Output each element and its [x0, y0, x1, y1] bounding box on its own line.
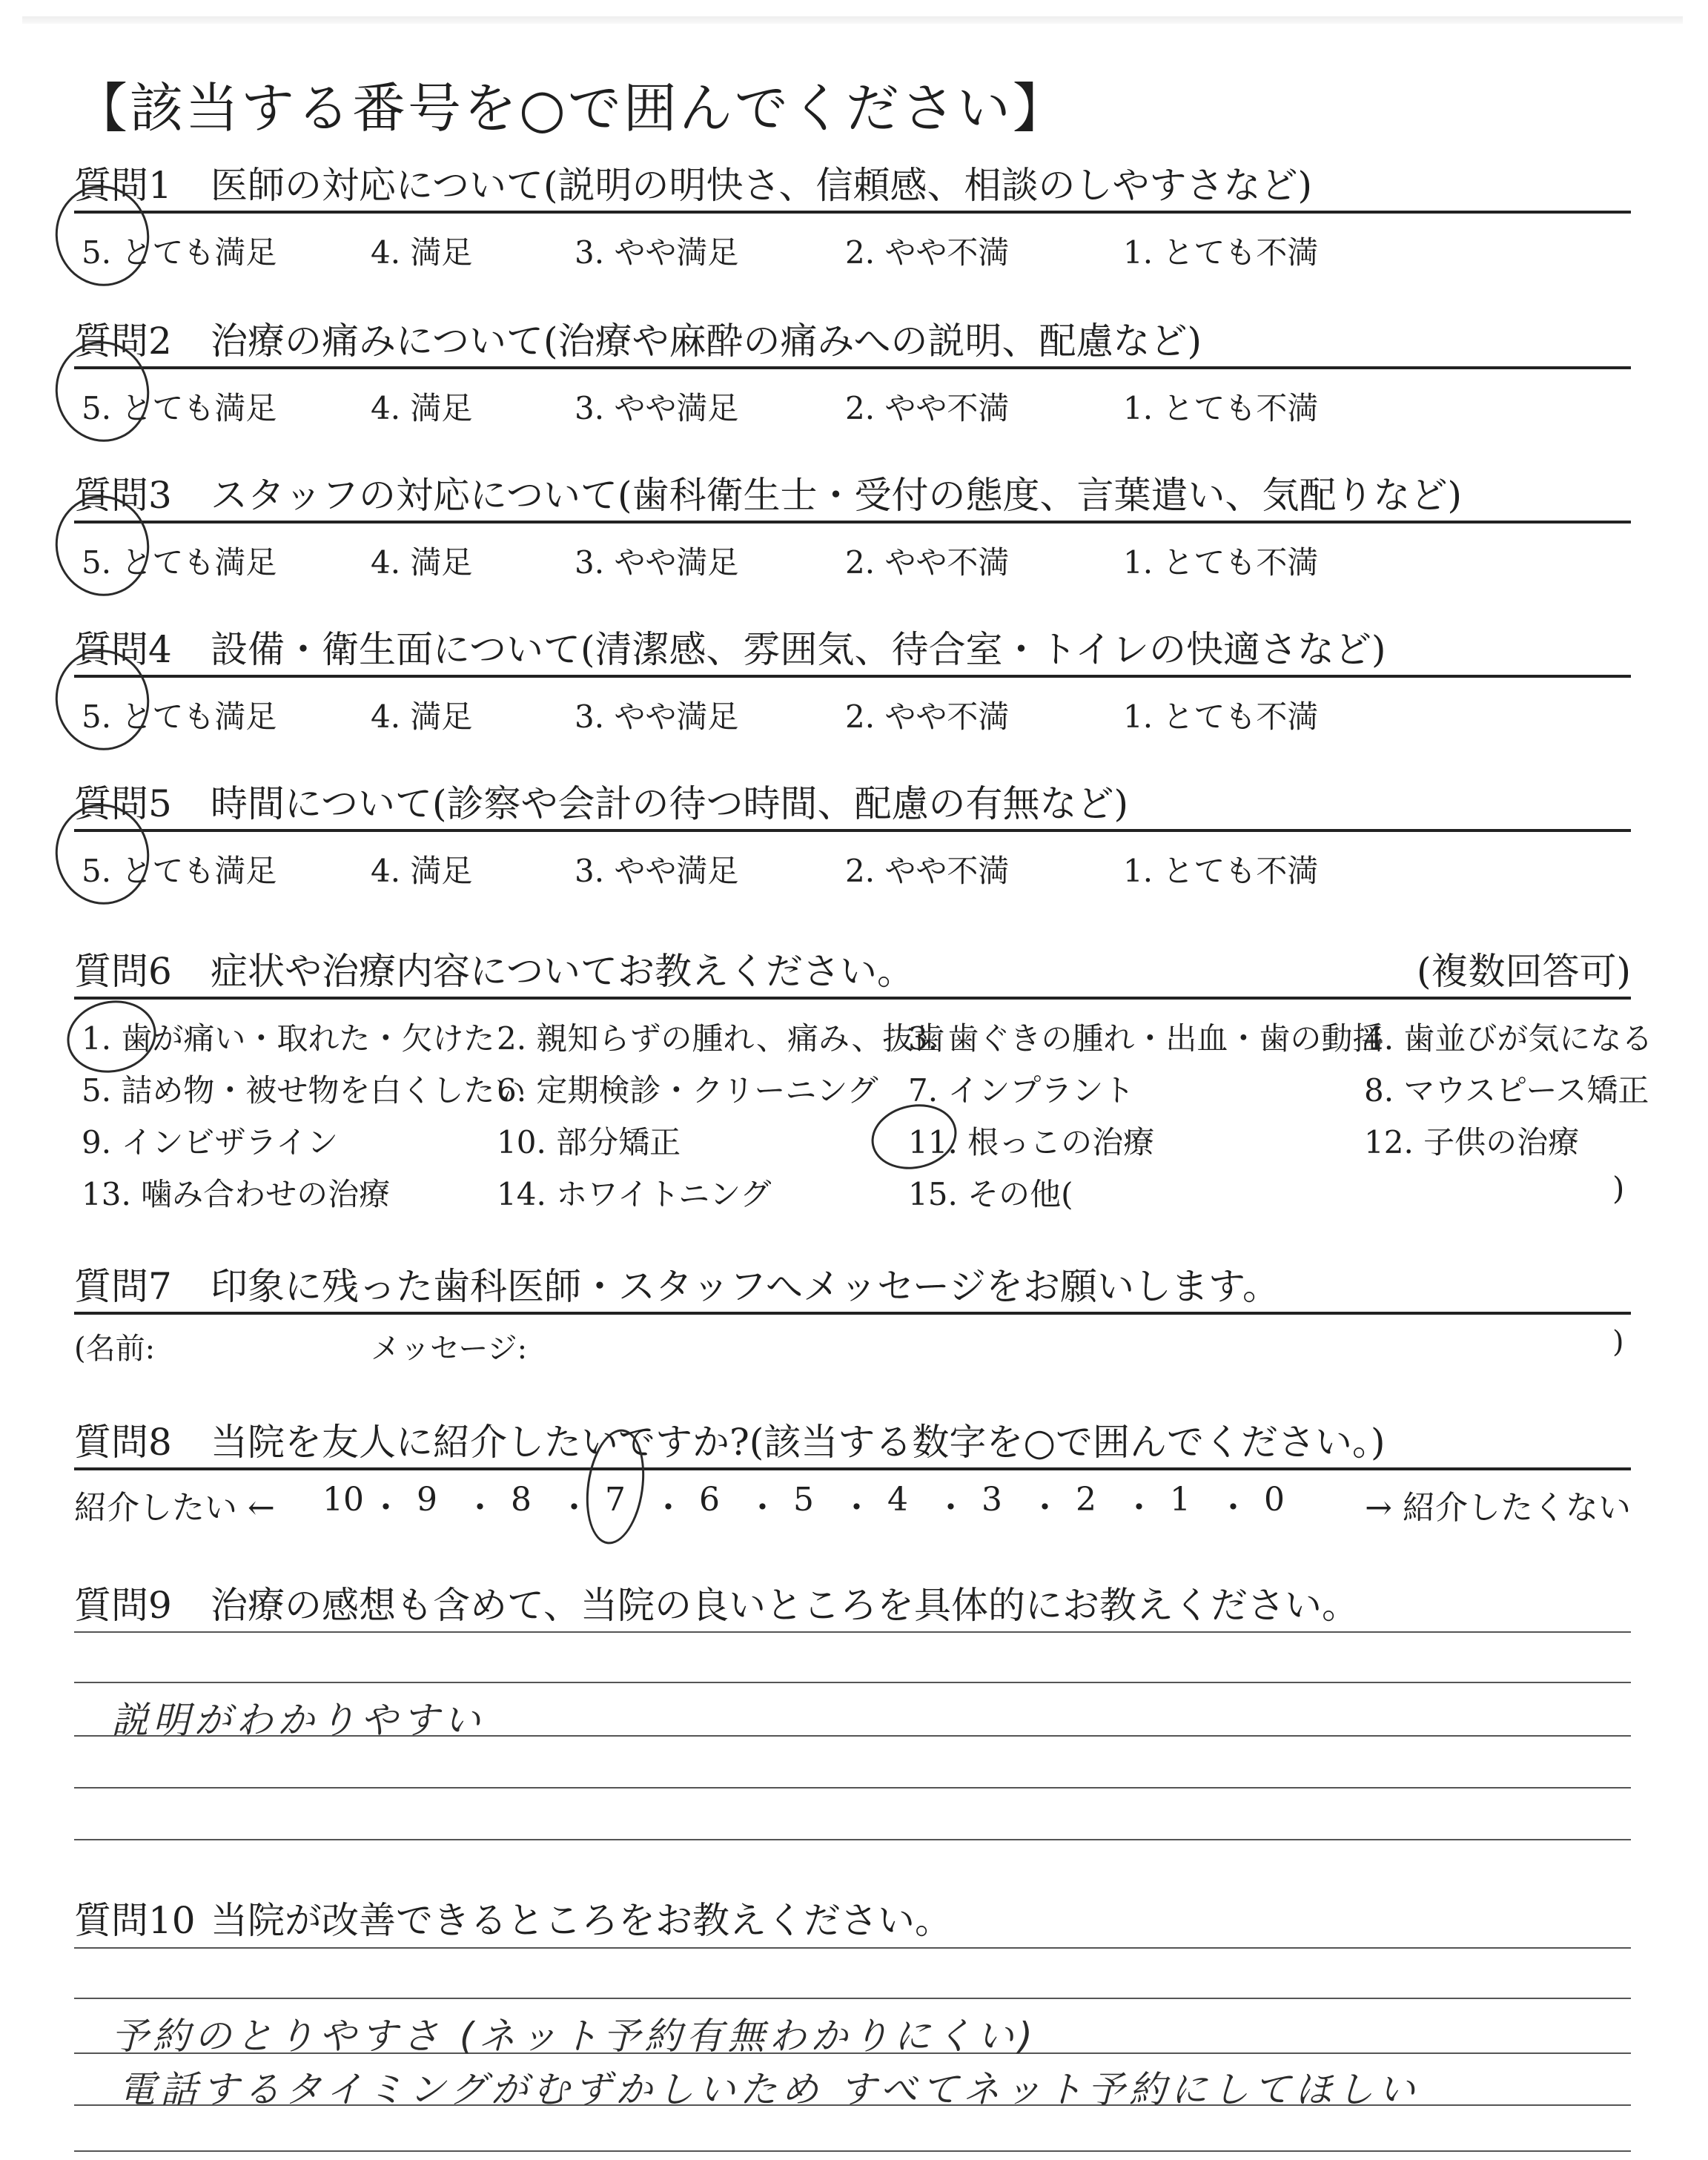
question-6-rule: [74, 997, 1631, 1000]
question-7-number: 質問7: [74, 1265, 172, 1308]
q1-option-4[interactable]: 4. 満足: [371, 234, 473, 271]
recommend-right-label: → 紹介したくない: [1365, 1489, 1631, 1527]
question-3-number: 質問3: [74, 474, 172, 517]
q9-writing-line: [74, 1787, 1631, 1789]
q6-option-10[interactable]: 10. 部分矯正: [497, 1124, 681, 1160]
q4-option-3[interactable]: 3. やや満足: [575, 698, 739, 735]
q6-option-15[interactable]: 15. その他(: [908, 1176, 1073, 1212]
q2-option-2[interactable]: 2. やや不満: [845, 390, 1010, 426]
question-9: [74, 1576, 1631, 1650]
q6-option-11[interactable]: 11. 根っこの治療: [908, 1124, 1155, 1160]
q1-option-3[interactable]: 3. やや満足: [575, 234, 739, 271]
q4-option-1[interactable]: 1. とても不満: [1123, 698, 1319, 735]
q3-option-5[interactable]: 5. とても満足: [82, 544, 277, 581]
q5-option-5[interactable]: 5. とても満足: [82, 853, 277, 889]
question-2-rule: [74, 366, 1631, 369]
q10-writing-line: [74, 1947, 1631, 1949]
q4-option-5[interactable]: 5. とても満足: [82, 698, 277, 735]
question-3: [74, 466, 1631, 614]
scale-separator: ・: [1028, 1489, 1062, 1527]
question-8: [74, 1413, 1631, 1531]
q6-option-14[interactable]: 14. ホワイトニング: [497, 1176, 772, 1212]
q4-option-4[interactable]: 4. 満足: [371, 698, 473, 735]
question-10-number: 質問10: [74, 1899, 196, 1942]
q6-option-1[interactable]: 1. 歯が痛い・取れた・欠けた: [82, 1020, 495, 1057]
multiple-answer-note: (複数回答可): [1416, 950, 1631, 993]
message-close-paren: ): [1612, 1325, 1624, 1359]
recommend-scale: [74, 1481, 1631, 1525]
question-7-text: 印象に残った歯科医師・スタッフへメッセージをお願いします。: [211, 1265, 1280, 1308]
scale-value-2[interactable]: 2: [1076, 1481, 1096, 1519]
question-7-rule: [74, 1312, 1631, 1315]
q10-writing-line: [74, 2150, 1631, 2152]
question-8-title: [74, 1413, 1385, 1466]
q5-option-3[interactable]: 3. やや満足: [575, 853, 739, 889]
question-5-rule: [74, 829, 1631, 832]
question-7-title: [74, 1257, 1280, 1310]
question-2-title: [74, 311, 1202, 365]
q4-option-2[interactable]: 2. やや不満: [845, 698, 1010, 735]
question-5-text: 時間について(診察や会計の待つ時間、配慮の有無など): [211, 782, 1129, 825]
question-8-rule: [74, 1467, 1631, 1470]
q6-option-6[interactable]: 6. 定期検診・クリーニング: [497, 1072, 878, 1109]
question-5-number: 質問5: [74, 782, 172, 825]
q5-option-1[interactable]: 1. とても不満: [1123, 853, 1319, 889]
question-5-title: [74, 774, 1128, 828]
q10-handwritten-answer-line-1: 予約のとりやすさ (ネット予約有無わかりにくい): [111, 2015, 1037, 2058]
q10-writing-line: [74, 1998, 1631, 1999]
question-1-number: 質問1: [74, 164, 172, 207]
q2-option-1[interactable]: 1. とても不満: [1123, 390, 1319, 426]
question-2-text: 治療の痛みについて(治療や麻酔の痛みへの説明、配慮など): [211, 320, 1202, 363]
question-10-text: 当院が改善できるところをお教えください。: [211, 1899, 952, 1942]
q3-option-4[interactable]: 4. 満足: [371, 544, 473, 581]
question-3-title: [74, 466, 1462, 519]
question-9-text: 治療の感想も含めて、当院の良いところを具体的にお教えください。: [211, 1584, 1359, 1627]
name-label: (名前:: [74, 1332, 156, 1366]
message-label: メッセージ:: [371, 1332, 528, 1366]
question-7: [74, 1257, 1631, 1366]
q2-option-3[interactable]: 3. やや満足: [575, 390, 739, 426]
scale-value-0[interactable]: 0: [1264, 1481, 1285, 1519]
scale-value-1[interactable]: 1: [1170, 1481, 1191, 1519]
scale-separator: ・: [557, 1489, 591, 1527]
scale-separator: ・: [746, 1489, 779, 1527]
q1-option-1[interactable]: 1. とても不満: [1123, 234, 1319, 271]
question-6-text: 症状や治療内容についてお教えください。: [211, 950, 914, 993]
q6-option-3[interactable]: 3. 歯ぐきの腫れ・出血・歯の動揺: [908, 1020, 1384, 1057]
q3-option-3[interactable]: 3. やや満足: [575, 544, 739, 581]
q2-option-5[interactable]: 5. とても満足: [82, 390, 277, 426]
q9-writing-line: [74, 1682, 1631, 1683]
q6-option-15-close: ): [1612, 1170, 1625, 1206]
question-4-text: 設備・衛生面について(清潔感、雰囲気、待合室・トイレの快適さなど): [211, 628, 1386, 671]
q3-option-1[interactable]: 1. とても不満: [1123, 544, 1319, 581]
q2-option-4[interactable]: 4. 満足: [371, 390, 473, 426]
question-9-title: [74, 1576, 1359, 1629]
scale-value-9[interactable]: 9: [417, 1481, 437, 1519]
question-1: [74, 156, 1631, 304]
scale-separator: ・: [463, 1489, 497, 1527]
page-heading: 【該当する番号を○で囲んでください】: [74, 77, 1068, 139]
question-2: [74, 311, 1631, 460]
scale-separator: ・: [934, 1489, 967, 1527]
scale-value-6[interactable]: 6: [699, 1481, 720, 1519]
question-6-title: [74, 942, 914, 995]
question-3-text: スタッフの対応について(歯科衛生士・受付の態度、言葉遣い、気配りなど): [211, 474, 1463, 517]
scale-separator: ・: [1217, 1489, 1250, 1527]
scale-value-8[interactable]: 8: [511, 1481, 532, 1519]
q9-writing-line: [74, 1631, 1631, 1633]
q1-option-2[interactable]: 2. やや不満: [845, 234, 1010, 271]
recommend-left-label: 紹介したい ←: [74, 1489, 275, 1527]
q9-writing-line: [74, 1839, 1631, 1840]
question-8-number: 質問8: [74, 1421, 172, 1464]
scale-separator: ・: [369, 1489, 403, 1527]
q6-option-12[interactable]: 12. 子供の治療: [1364, 1124, 1580, 1160]
q3-option-2[interactable]: 2. やや不満: [845, 544, 1010, 581]
q6-option-5[interactable]: 5. 詰め物・被せ物を白くしたい: [82, 1072, 526, 1109]
question-4: [74, 620, 1631, 768]
question-5: [74, 774, 1631, 922]
question-10: [74, 1891, 1631, 1965]
question-2-number: 質問2: [74, 320, 172, 363]
q6-option-4[interactable]: 4. 歯並びが気になる: [1364, 1020, 1653, 1057]
question-1-rule: [74, 211, 1631, 214]
question-6: [74, 942, 1653, 1223]
scale-separator: ・: [652, 1489, 685, 1527]
scale-value-10[interactable]: 10: [322, 1481, 364, 1519]
scale-value-7[interactable]: 7: [605, 1481, 626, 1519]
question-10-title: [74, 1891, 952, 1944]
page-top-edge: [22, 16, 1683, 24]
q10-handwritten-answer-line-2: 電話するタイミングがむずかしいため すべてネット予約にしてほしい: [119, 2068, 1420, 2111]
q6-option-13[interactable]: 13. 噛み合わせの治療: [82, 1176, 391, 1212]
question-9-number: 質問9: [74, 1584, 172, 1627]
q6-option-7[interactable]: 7. インプラント: [908, 1072, 1135, 1109]
question-8-text: 当院を友人に紹介したいですか?(該当する数字を○で囲んでください。): [211, 1421, 1386, 1464]
q5-option-2[interactable]: 2. やや不満: [845, 853, 1010, 889]
scale-value-5[interactable]: 5: [793, 1481, 814, 1519]
question-4-rule: [74, 675, 1631, 678]
q1-option-5[interactable]: 5. とても満足: [82, 234, 277, 271]
q6-option-2[interactable]: 2. 親知らずの腫れ、痛み、抜歯: [497, 1020, 945, 1057]
scale-value-3[interactable]: 3: [982, 1481, 1002, 1519]
q5-option-4[interactable]: 4. 満足: [371, 853, 473, 889]
question-6-number: 質問6: [74, 950, 172, 993]
question-1-text: 医師の対応について(説明の明快さ、信頼感、相談のしやすさなど): [211, 164, 1313, 207]
question-4-title: [74, 620, 1386, 673]
question-1-title: [74, 156, 1312, 209]
scale-separator: ・: [1122, 1489, 1156, 1527]
q9-handwritten-answer: 説明がわかりやすい: [111, 1699, 485, 1742]
scale-separator: ・: [840, 1489, 873, 1527]
q6-option-8[interactable]: 8. マウスピース矯正: [1364, 1072, 1649, 1109]
question-4-number: 質問4: [74, 628, 172, 671]
scale-value-4[interactable]: 4: [887, 1481, 908, 1519]
q6-option-9[interactable]: 9. インビザライン: [82, 1124, 339, 1160]
question-3-rule: [74, 521, 1631, 524]
